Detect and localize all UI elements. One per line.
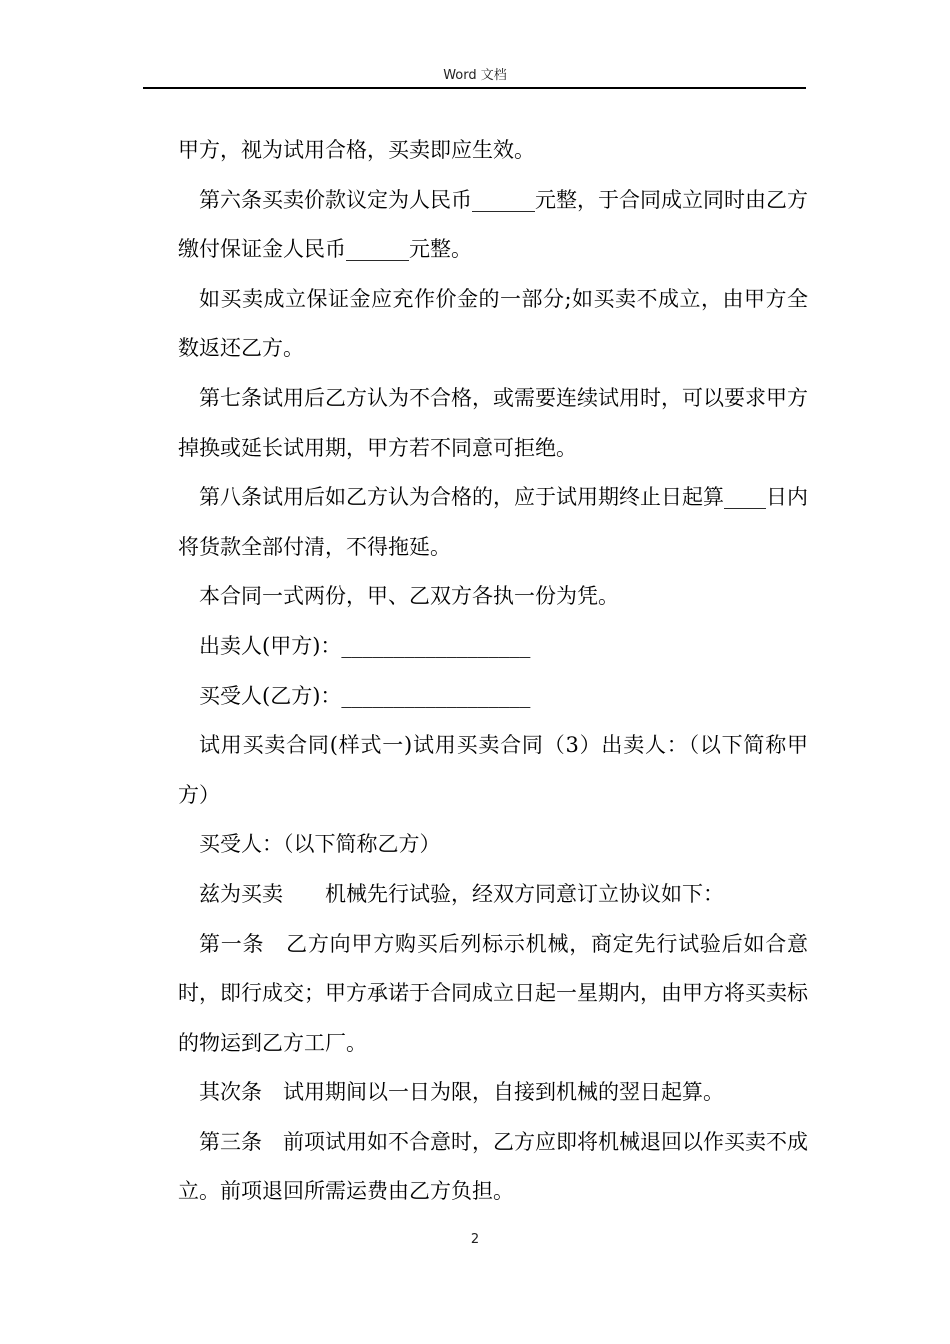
paragraph: 第三条 前项试用如不合意时，乙方应即将机械退回以作买卖不成立。前项退回所需运费由乙方负担。 [178,1129,808,1204]
page-number: 2 [470,1232,480,1247]
paragraph: 本合同一式两份，甲、乙双方各执一份为凭。 [199,584,619,609]
paragraph: 第七条试用后乙方认为不合格，或需要连续试用时，可以要求甲方掉换或延长试用期，甲方若不同意可拒绝。 [178,385,808,460]
document-body [178,126,808,1217]
header-divider [143,87,806,89]
paragraph: 其次条 试用期间以一日为限，自接到机械的翌日起算。 [199,1080,724,1105]
paragraph: 兹为买卖 机械先行试验，经双方同意订立协议如下： [199,881,724,906]
paragraph: 如买卖成立保证金应充作价金的一部分;如买卖不成立，由甲方全数返还乙方。 [178,286,808,361]
paragraph: 第一条 乙方向甲方购买后列标示机械，商定先行试验后如合意时，即行成交；甲方承诺于合同成立日起一星期内，由甲方将买卖标的物运到乙方工厂。 [178,931,808,1055]
signature-line-seller: 出卖人(甲方)：__________________ [199,633,531,658]
paragraph: 第六条买卖价款议定为人民币______元整，于合同成立同时由乙方缴付保证金人民币______元整。 [178,187,808,262]
paragraph: 第八条试用后如乙方认为合格的，应于试用期终止日起算____日内将货款全部付清，不得拖延。 [178,485,808,559]
paragraph: 买受人：（以下简称乙方） [199,832,441,857]
paragraph: 甲方，视为试用合格，买卖即应生效。 [178,138,535,162]
signature-line-buyer: 买受人(乙方)：__________________ [199,683,531,708]
page-header-title: Word 文档 [443,68,507,83]
paragraph: 试用买卖合同(样式一)试用买卖合同（3）出卖人：（以下简称甲方） [178,733,808,807]
